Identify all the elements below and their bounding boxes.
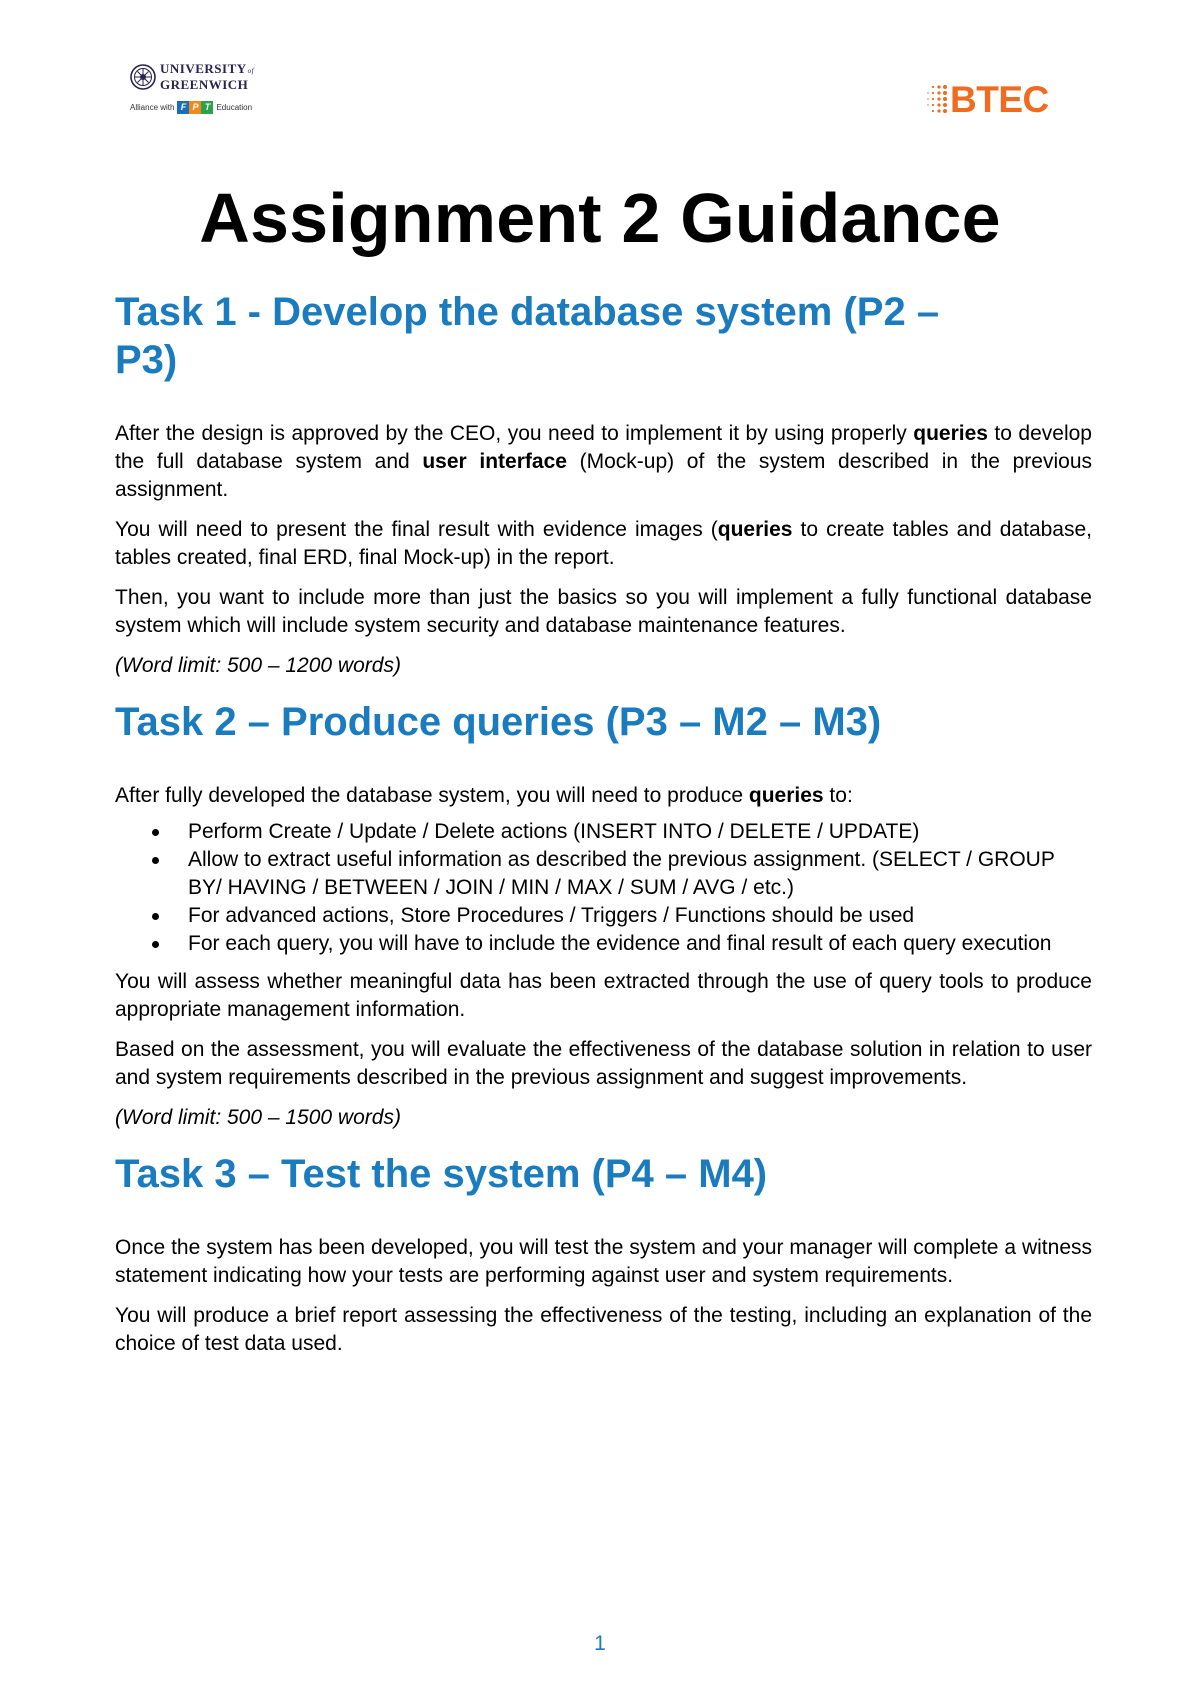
task3-heading: Task 3 – Test the system (P4 – M4) [115, 1152, 768, 1196]
task1-heading-line1: Task 1 - Develop the database system (P2 – [115, 290, 940, 334]
fpt-letter-t: T [201, 101, 213, 114]
task1-p2-text-a: You will need to present the final result with evidence images ( [115, 518, 718, 541]
document-title: Assignment 2 Guidance [199, 179, 1001, 257]
task2-heading: Task 2 – Produce queries (P3 – M2 – M3) [115, 700, 882, 744]
task2-paragraph-1: You will assess whether meaningful data has been extracted through the use of query tools to produce appropriate management information. [115, 970, 1092, 1021]
task1-p1-bold-queries: queries [913, 422, 988, 445]
task1-heading-line2: P3) [115, 338, 178, 382]
alliance-line [130, 101, 290, 114]
page-number: 1 [594, 1632, 606, 1655]
task2-bullet-2: Allow to extract useful information as described the previous assignment. (SELECT / GROUP BY/ HAVING / BETWEEN / JOIN / MIN / MAX / SUM / AVG / etc.) [188, 846, 1092, 902]
task1-p1-text-c: to develop the full database system and [115, 422, 1092, 473]
task2-bullet-list [115, 818, 1092, 958]
alliance-prefix: Alliance with [130, 103, 175, 112]
task1-p2-text-c: to create tables and database, tables created, final ERD, final Mock-up) in the report. [115, 518, 1092, 569]
task2-intro [115, 782, 1092, 810]
task1-p2-bold-queries: queries [717, 518, 793, 541]
task3-paragraph-1: Once the system has been developed, you will test the system and your manager will complete a witness statement indicating how your tests are performing against user and system requirements. [115, 1236, 1092, 1287]
task3-section [115, 1150, 1092, 1358]
task1-p1-text-a: After the design is approved by the CEO, you need to implement it by using properly [115, 422, 914, 445]
task2-intro-text-a: After fully developed the database system, you will need to produce [115, 784, 749, 807]
task2-bullet-1: Perform Create / Update / Delete actions (INSERT INTO / DELETE / UPDATE) [188, 818, 1092, 846]
task1-section [115, 288, 1092, 680]
task2-bullet-3: For advanced actions, Store Procedures / Triggers / Functions should be used [188, 902, 1092, 930]
task1-paragraph-3: Then, you want to include more than just the basics so you will implement a fully functional database system which will include system security and database maintenance features. [115, 586, 1092, 637]
fpt-logo [177, 101, 213, 114]
btec-logo [925, 78, 1065, 122]
task2-paragraph-2: Based on the assessment, you will evaluate the effectiveness of the database solution in relation to user and system requirements described in the previous assignment and suggest improvements. [115, 1038, 1092, 1089]
task2-bullet-4: For each query, you will have to include the evidence and final result of each query execution [188, 930, 1092, 958]
document-content [115, 288, 1092, 1358]
btec-logo-text: BTEC [950, 79, 1049, 120]
logo-of-text: of [247, 67, 255, 75]
task1-word-limit: (Word limit: 500 – 1200 words) [115, 654, 401, 677]
task2-section [115, 698, 1092, 1132]
fpt-letter-f: F [177, 101, 189, 114]
task1-p1-text-e: (Mock-up) of the system described in the previous assignment. [115, 450, 1093, 501]
task1-paragraph-1 [115, 420, 1092, 504]
university-seal-icon [130, 64, 156, 90]
fpt-letter-p: P [189, 101, 201, 114]
task2-intro-text-c: to: [823, 784, 853, 807]
alliance-suffix: Education [216, 103, 253, 112]
task2-intro-bold-queries: queries [748, 784, 824, 807]
task1-heading [115, 288, 1092, 384]
btec-dots-icon [925, 83, 949, 117]
university-greenwich-logo [130, 62, 290, 132]
task3-paragraph-2: You will produce a brief report assessing the effectiveness of the testing, including an explanation of the choice of test data used. [115, 1304, 1092, 1355]
task1-paragraph-2 [115, 516, 1092, 572]
task2-word-limit: (Word limit: 500 – 1500 words) [115, 1106, 401, 1129]
task1-p1-bold-user-interface: user interface [422, 450, 567, 473]
logo-greenwich-text: GREENWICH [160, 77, 249, 92]
logo-university-text: UNIVERSITY [160, 61, 247, 76]
